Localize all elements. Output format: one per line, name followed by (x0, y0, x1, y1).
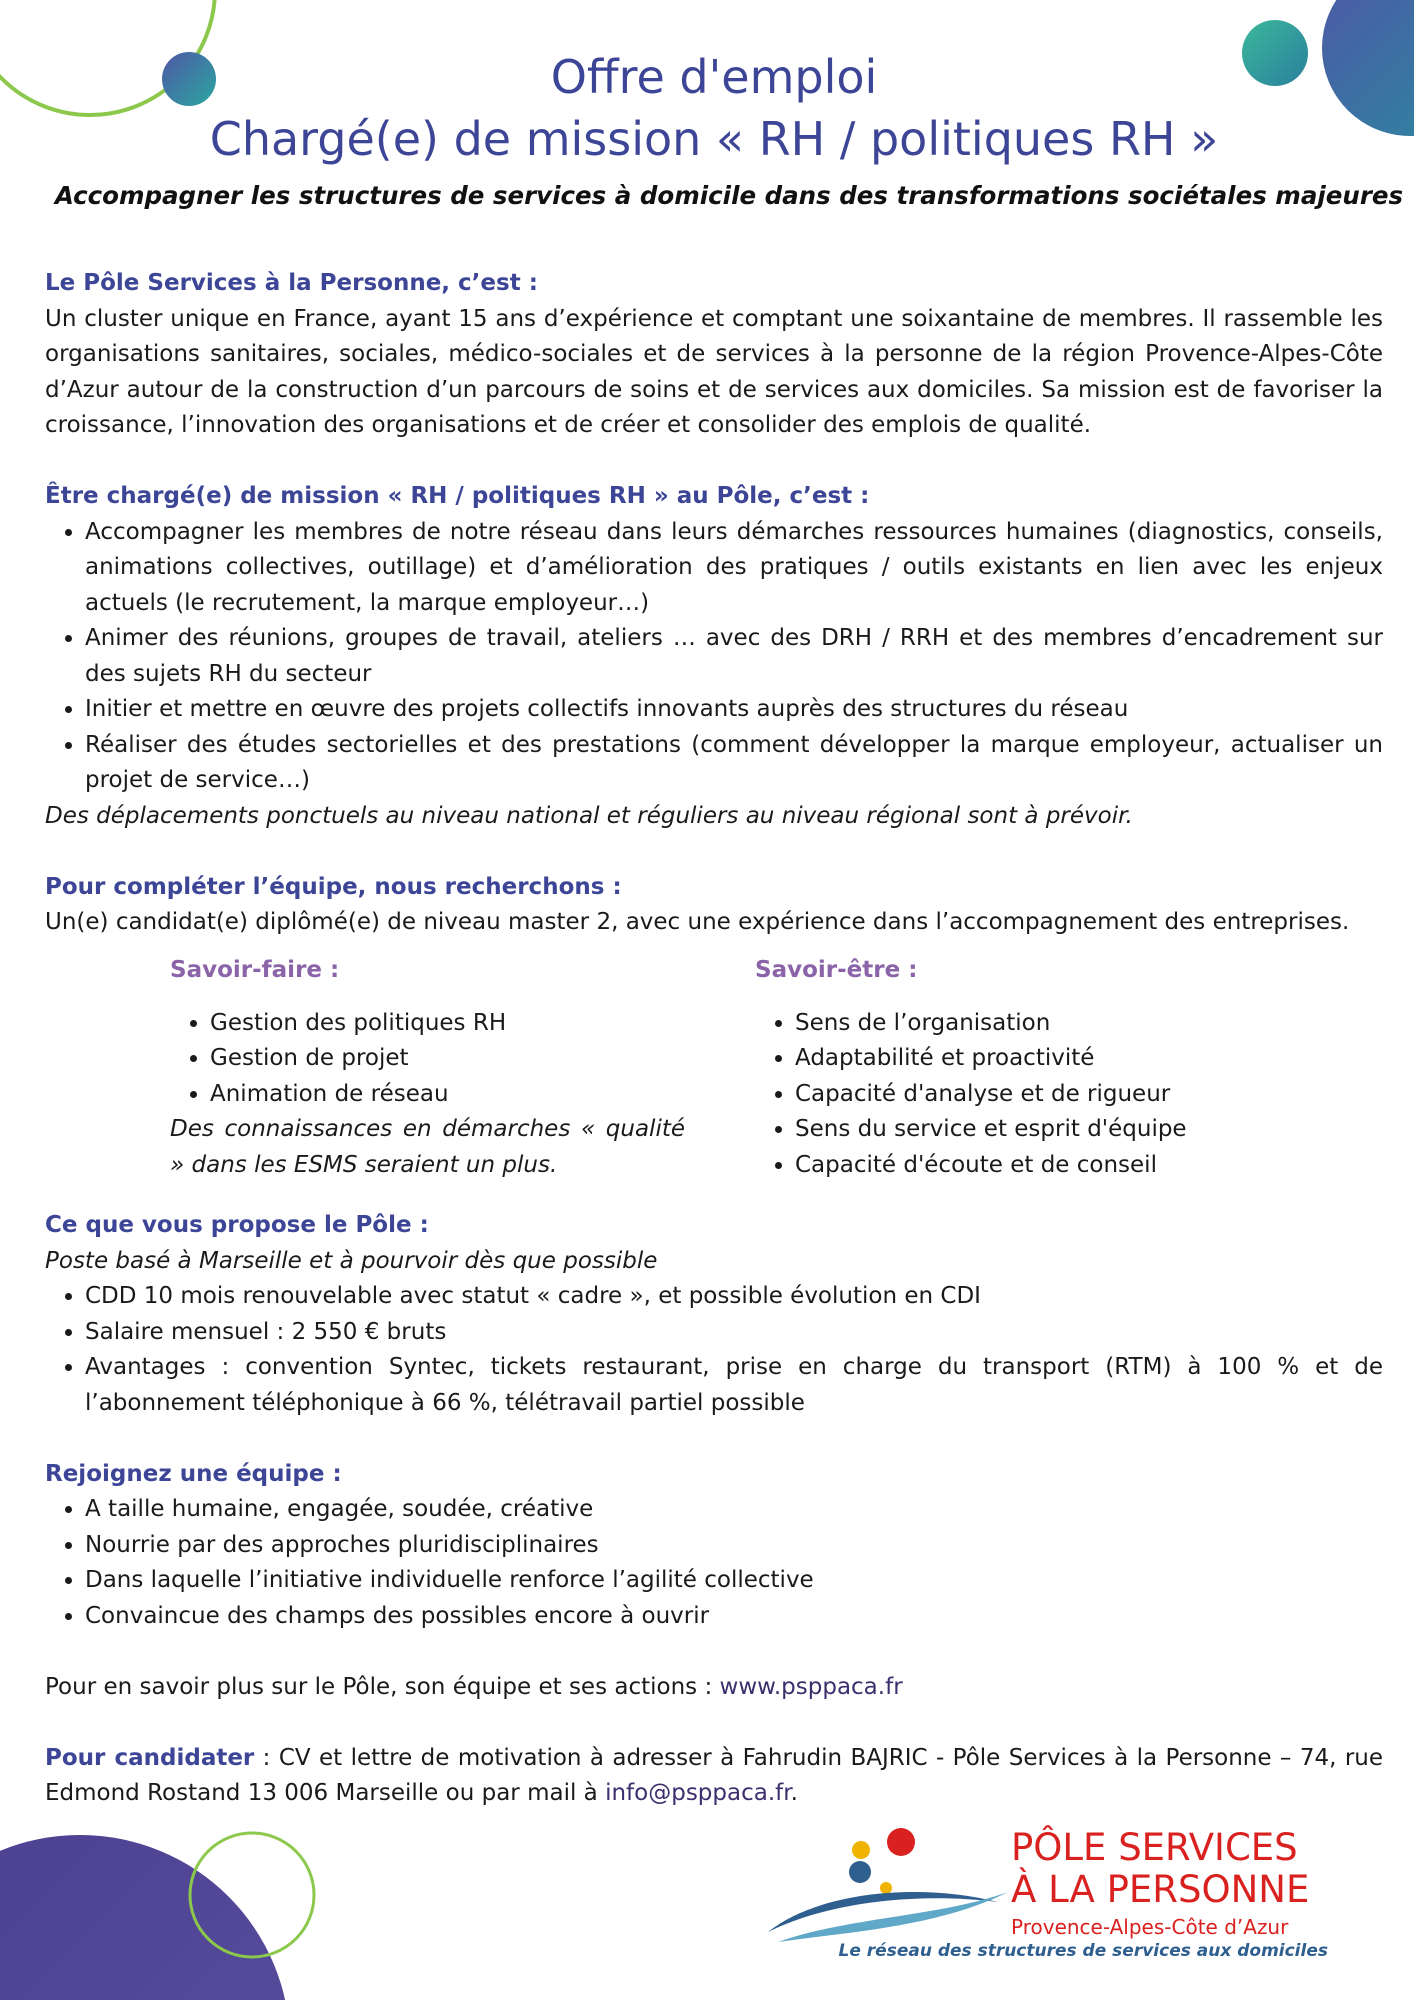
list-item: • Capacité d'écoute et de conseil (795, 1148, 1315, 1184)
apply-end: . (790, 1780, 798, 1806)
website-link[interactable]: www.psppaca.fr (719, 1673, 903, 1700)
savoir-faire-column (170, 953, 685, 1183)
savoir-etre-list (755, 1006, 1315, 1184)
section-heading-profile: Pour compléter l’équipe, nous recherchons : (45, 873, 622, 900)
job-title: Chargé(e) de mission « RH / politiques RH » (209, 112, 1219, 166)
list-item: • Initier et mettre en œuvre des projets collectifs innovants auprès des structures du réseau (85, 692, 1383, 728)
large-circle-shape (0, 1835, 290, 2000)
main-content-lower (45, 1208, 1383, 1812)
list-item: • Salaire mensuel : 2 550 € bruts (85, 1315, 1383, 1351)
savoir-faire-title: Savoir-faire : (170, 957, 340, 983)
section-heading-offer: Ce que vous propose le Pôle : (45, 1212, 429, 1238)
list-item: • Sens du service et esprit d'équipe (795, 1112, 1315, 1148)
profile-body: Un(e) candidat(e) diplômé(e) de niveau master 2, avec une expérience dans l’accompagnement des entreprises. (45, 909, 1350, 935)
more-info-text: Pour en savoir plus sur le Pôle, son équipe et ses actions : (45, 1673, 720, 1700)
list-item: • CDD 10 mois renouvelable avec statut « cadre », et possible évolution en CDI (85, 1279, 1383, 1315)
list-item: • Accompagner les membres de notre réseau dans leurs démarches ressources humaines (diagnostics, conseils, animations collectives, outillage) et d’amélioration des pratiques / outils existants en lien avec les enjeux actuels (le recrutement, la marque employeur…) (85, 515, 1383, 622)
savoir-etre-title: Savoir-être : (755, 957, 918, 983)
savoir-faire-list (170, 1006, 685, 1113)
list-item: • Gestion des politiques RH (210, 1006, 685, 1042)
list-item: • Sens de l’organisation (795, 1006, 1315, 1042)
list-item: • Capacité d'analyse et de rigueur (795, 1077, 1315, 1113)
main-content (45, 266, 1383, 941)
savoir-faire-note: Des connaissances en démarches « qualité » dans les ESMS seraient un plus. (170, 1116, 685, 1178)
offer-list (45, 1279, 1383, 1421)
section-heading-mission: Être chargé(e) de mission « RH / politiques RH » au Pôle, c’est : (45, 483, 870, 509)
section-body-pole: Un cluster unique en France, ayant 15 ans d’expérience et comptant une soixantaine de membres. Il rassemble les organisations sanitaires, sociales, médico-sociales et de services à la personne de la région Provence-Alpes-Côte d’Azur autour de la construction d’un parcours de soins et de services aux domiciles. Sa mission est de favoriser la croissance, l’innovation des organisations et de créer et consolider des emplois de qualité. (45, 305, 1383, 438)
list-item: • Nourrie par des approches pluridisciplinaires (85, 1528, 1383, 1564)
section-heading-team: Rejoignez une équipe : (45, 1460, 342, 1487)
list-item: • Dans laquelle l’initiative individuelle renforce l’agilité collective (85, 1563, 1383, 1599)
pole-logo (768, 1822, 1328, 1962)
logo-tagline: Le réseau des structures de services aux domiciles (838, 1941, 1328, 1961)
list-item: • Animer des réunions, groupes de travail, ateliers … avec des DRH / RRH et des membres d’encadrement sur des sujets RH du secteur (85, 621, 1383, 692)
list-item: • Animation de réseau (210, 1077, 685, 1113)
apply-paragraph (45, 1741, 1383, 1812)
list-item: • Réaliser des études sectorielles et des prestations (comment développer la marque employeur, actualiser un projet de service…) (85, 728, 1383, 799)
list-item: • Adaptabilité et proactivité (795, 1041, 1315, 1077)
ring-shape (190, 1833, 314, 1957)
more-info (45, 1670, 1383, 1706)
logo-line2: À LA PERSONNE (1011, 1868, 1310, 1911)
section-heading-pole: Le Pôle Services à la Personne, c’est : (45, 270, 538, 296)
list-item: • A taille humaine, engagée, soudée, créative (85, 1492, 1383, 1528)
offer-intro: Poste basé à Marseille et à pourvoir dès que possible (45, 1247, 658, 1274)
email-link[interactable]: info@psppaca.fr (605, 1780, 791, 1806)
bottom-left-decoration (0, 1800, 320, 2000)
travel-note: Des déplacements ponctuels au niveau national et réguliers au niveau régional sont à prévoir. (45, 802, 1133, 829)
mission-list (45, 515, 1383, 799)
logo-line1: PÔLE SERVICES (1011, 1826, 1298, 1869)
list-item: • Gestion de projet (210, 1041, 685, 1077)
subtitle: Accompagner les structures de services à domicile dans des transformations sociétales majeures (54, 181, 1404, 210)
list-item: • Avantages : convention Syntec, tickets restaurant, prise en charge du transport (RTM) à 100 % et de l’abonnement téléphonique à 66 %, télétravail partiel possible (85, 1350, 1383, 1421)
apply-label: Pour candidater (45, 1744, 255, 1771)
offer-title: Offre d'emploi (550, 50, 878, 104)
logo-region: Provence-Alpes-Côte d’Azur (1011, 1915, 1289, 1939)
list-item: • Convaincue des champs des possibles encore à ouvrir (85, 1599, 1383, 1635)
savoir-etre-column (755, 953, 1315, 1183)
team-list (45, 1492, 1383, 1634)
apply-text: : CV et lettre de motivation à adresser à Fahrudin BAJRIC - Pôle Services à la Personne – 74, rue Edmond Rostand 13 006 Marseille ou par mail à (45, 1744, 1384, 1806)
